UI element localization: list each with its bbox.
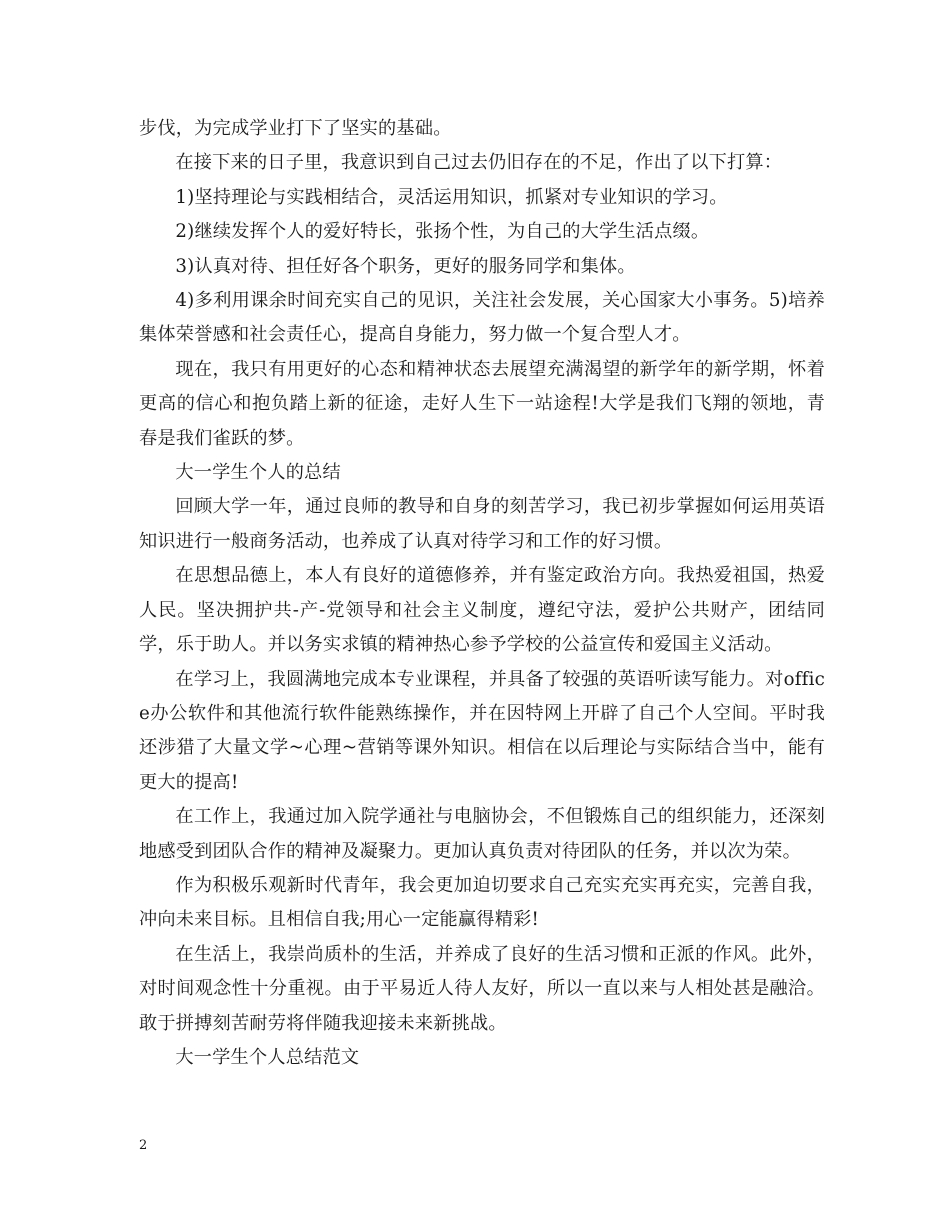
paragraph-life: 在生活上，我崇尚质朴的生活，并养成了良好的生活习惯和正派的作风。此外，对时间观念性十分重视。由于平易近人待人友好，所以一直以来与人相处甚是融洽。敢于拼搏刻苦耐劳将伴随我迎接未来新挑战。 [139, 943, 825, 1034]
list-item-plan-3: 3)认真对待、担任好各个职务，更好的服务同学和集体。 [175, 255, 636, 277]
paragraph-ideology: 在思想品德上，本人有良好的道德修养，并有鉴定政治方向。我热爱祖国，热爱人民。坚决拥护共-产-党领导和社会主义制度，遵纪守法，爱护公共财产，团结同学，乐于助人。并以务实求镇的精神热心参予学校的公益宣传和爱国主义活动。 [139, 565, 825, 656]
paragraph-attitude: 作为积极乐观新时代青年，我会更加迫切要求自己充实充实再充实，完善自我，冲向未来目标。且相信自我;用心一定能赢得精彩! [139, 874, 825, 931]
section-heading-sample: 大一学生个人总结范文 [175, 1046, 360, 1068]
list-item-plan-1: 1)坚持理论与实践相结合，灵活运用知识，抓紧对专业知识的学习。 [175, 186, 728, 208]
paragraph-plan-intro: 在接下来的日子里，我意识到自己过去仍旧存在的不足，作出了以下打算： [175, 152, 783, 174]
document-body [139, 112, 825, 1075]
paragraph-work: 在工作上，我通过加入院学通社与电脑协会，不但锻炼自己的组织能力，还深刻地感受到团队合作的精神及凝聚力。更加认真负责对待团队的任务，并以次为荣。 [139, 806, 825, 862]
paragraph-study: 在学习上，我圆满地完成本专业课程，并具备了较强的英语听读写能力。对office办公软件和其他流行软件能熟练操作，并在因特网上开辟了自己个人空间。平时我还涉猎了大量文学~心理~营销等课外知识。相信在以后理论与实际结合当中，能有更大的提高! [139, 668, 825, 793]
section-heading-summary: 大一学生个人的总结 [175, 462, 341, 484]
paragraph-review: 回顾大学一年，通过良师的教导和自身的刻苦学习，我已初步掌握如何运用英语知识进行一般商务活动，也养成了认真对待学习和工作的好习惯。 [139, 496, 825, 552]
paragraph-continuation: 步伐，为完成学业打下了坚实的基础。 [139, 118, 452, 139]
paragraph-outlook: 现在，我只有用更好的心态和精神状态去展望充满渴望的新学年的新学期，怀着更高的信心和抱负踏上新的征途，走好人生下一站途程!大学是我们飞翔的领地，青春是我们雀跃的梦。 [139, 358, 825, 449]
list-item-plan-2: 2)继续发挥个人的爱好特长，张扬个性，为自己的大学生活点缀。 [175, 221, 710, 243]
page-number: 2 [139, 1138, 148, 1153]
list-item-plan-4-5: 4)多利用课余时间充实自己的见识，关注社会发展，关心国家大小事务。5)培养集体荣誉感和社会责任心，提高自身能力，努力做一个复合型人才。 [139, 290, 825, 346]
